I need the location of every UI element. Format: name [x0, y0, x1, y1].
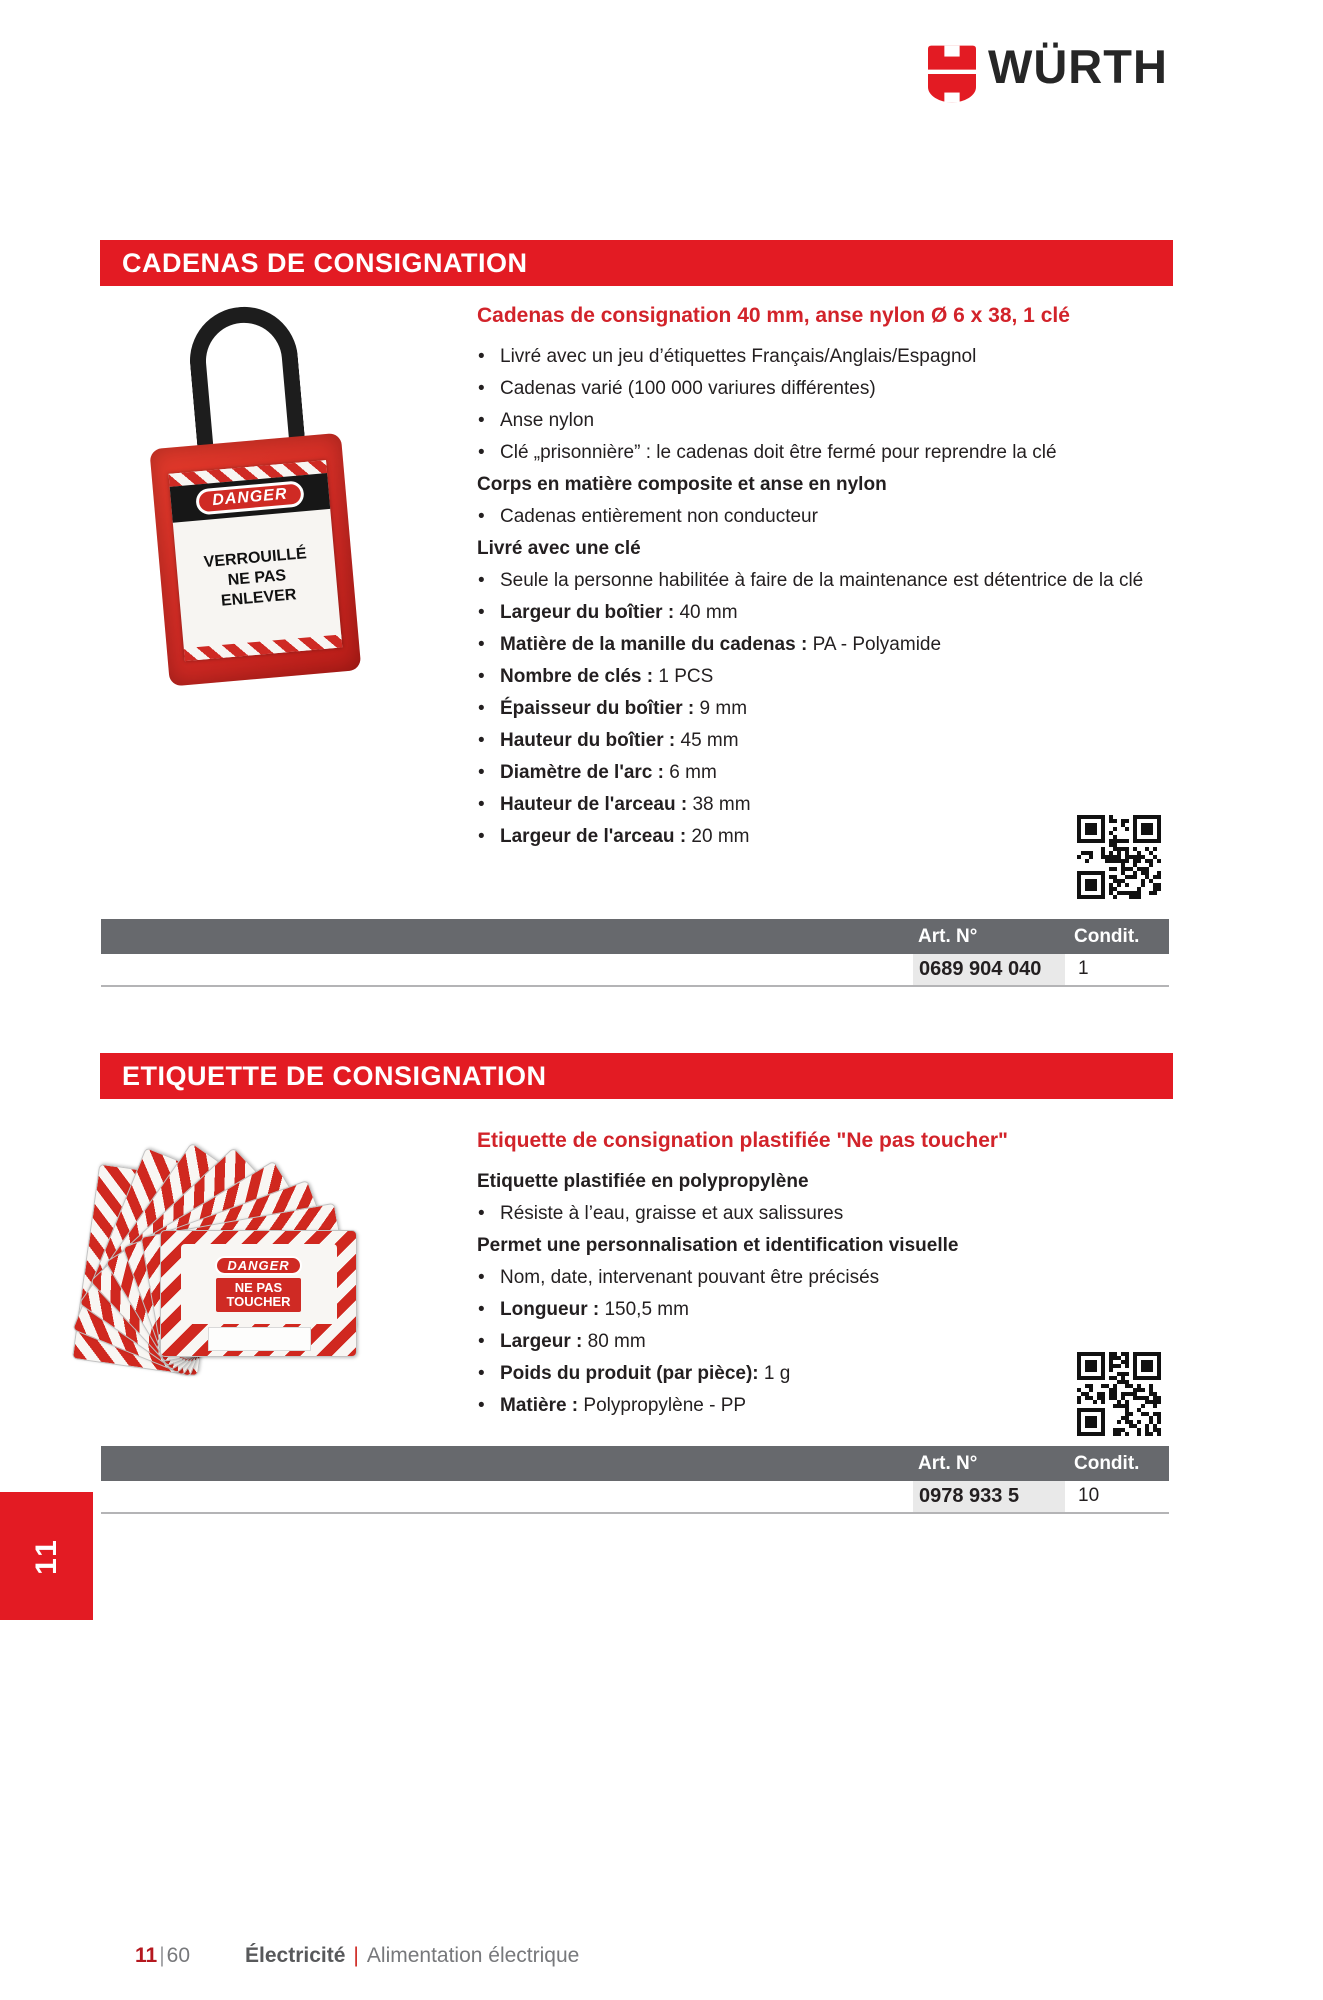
spec-label: Largeur de l'arceau :	[500, 826, 687, 847]
spec-heading	[470, 471, 1165, 498]
spec-list	[470, 1168, 1165, 1419]
spec-label: Matière de la manille du cadenas :	[500, 634, 808, 655]
spec-text: Corps en matière composite et anse en nylon	[477, 474, 887, 495]
spec-value: 80 mm	[587, 1331, 646, 1352]
spec-text: Clé „prisonnière” : le cadenas doit être fermé pour reprendre la clé	[500, 442, 1057, 463]
spec-list	[470, 343, 1165, 850]
label-line: VERROUILLÉ	[203, 545, 308, 572]
padlock-label	[169, 460, 343, 661]
spec-heading	[470, 535, 1165, 562]
table-header-row	[101, 1446, 1169, 1481]
spec-value: 1 PCS	[658, 666, 714, 687]
col-header-art-no: Art. N°	[918, 926, 978, 947]
product-description-cadenas	[470, 303, 1173, 855]
spec-heading	[470, 1168, 1165, 1195]
col-header-art-no: Art. N°	[918, 1453, 978, 1474]
spec-bullet	[470, 1264, 1165, 1291]
spec-bullet	[470, 599, 1165, 626]
spec-value: 1 g	[763, 1363, 791, 1384]
article-number: 0689 904 040	[913, 954, 1065, 985]
page-footer	[135, 1944, 579, 1968]
spec-bullet	[470, 407, 1165, 434]
spec-bullet	[470, 695, 1165, 722]
label-line: TOUCHER	[226, 1293, 291, 1309]
spec-text: Nom, date, intervenant pouvant être précisés	[500, 1267, 880, 1288]
spec-label: Longueur :	[500, 1299, 600, 1320]
padlock-label-text	[173, 509, 341, 648]
padlock-graphic	[123, 288, 397, 707]
section-header-cadenas: CADENAS DE CONSIGNATION	[100, 240, 1173, 286]
spec-value: 38 mm	[692, 794, 751, 815]
spec-bullet	[470, 1360, 1165, 1387]
spec-value: PA - Polyamide	[812, 634, 942, 655]
footer-category: Électricité	[245, 1944, 346, 1967]
spec-bullet	[470, 791, 1165, 818]
spec-text: Résiste à l’eau, graisse et aux salissures	[500, 1203, 844, 1224]
spec-bullet	[470, 727, 1165, 754]
spec-value: Polypropylène - PP	[583, 1395, 747, 1416]
spec-bullet	[470, 631, 1165, 658]
table-row	[101, 954, 1169, 987]
spec-text: Anse nylon	[500, 410, 595, 431]
spec-bullet	[470, 663, 1165, 690]
spec-text: Etiquette plastifiée en polypropylène	[477, 1171, 809, 1192]
spec-label: Diamètre de l'arc :	[500, 762, 664, 783]
tag-card-front	[160, 1230, 357, 1357]
footer-section: Alimentation électrique	[366, 1944, 580, 1967]
footer-page-total: 60	[166, 1944, 191, 1967]
spec-value: 45 mm	[680, 730, 739, 751]
spec-label: Largeur du boîtier :	[500, 602, 675, 623]
spec-text: Permet une personnalisation et identification visuelle	[477, 1235, 959, 1256]
tag-label	[181, 1244, 337, 1324]
spec-bullet	[470, 1296, 1165, 1323]
spec-value: 150,5 mm	[604, 1299, 689, 1320]
spec-text: Seule la personne habilitée à faire de la maintenance est détentrice de la clé	[500, 570, 1144, 591]
danger-badge: DANGER	[195, 480, 304, 515]
spec-text: Cadenas varié (100 000 variures différentes)	[500, 378, 876, 399]
spec-label: Nombre de clés :	[500, 666, 654, 687]
packaging-qty: 10	[1078, 1485, 1100, 1506]
spec-bullet	[470, 759, 1165, 786]
packaging-qty: 1	[1078, 958, 1089, 979]
footer-separator: |	[159, 1944, 165, 1967]
article-table	[101, 1446, 1169, 1514]
section-header-etiquette: ETIQUETTE DE CONSIGNATION	[100, 1053, 1173, 1099]
spec-bullet	[470, 503, 1165, 530]
spec-label: Hauteur de l'arceau :	[500, 794, 688, 815]
brand-logo	[928, 38, 1168, 104]
spec-value: 6 mm	[669, 762, 717, 783]
spec-heading	[470, 1232, 1165, 1259]
spec-label: Matière :	[500, 1395, 579, 1416]
product-photo-tags	[100, 1095, 440, 1395]
spec-bullet	[470, 1200, 1165, 1227]
spec-value: 9 mm	[699, 698, 748, 719]
wuerth-shield-icon	[928, 44, 976, 104]
spec-bullet	[470, 375, 1165, 402]
spec-label: Poids du produit (par pièce):	[500, 1363, 759, 1384]
product-title: Etiquette de consignation plastifiée "Ne pas toucher"	[477, 1129, 1008, 1152]
article-table	[101, 919, 1169, 987]
col-header-condit: Condit.	[1074, 1453, 1140, 1474]
label-line: ENLEVER	[220, 586, 298, 610]
spec-text: Livré avec un jeu d’étiquettes Français/Anglais/Espagnol	[500, 346, 977, 367]
spec-bullet	[470, 343, 1165, 370]
footer-page-number: 11	[135, 1944, 158, 1967]
label-line: NE PAS	[234, 1279, 283, 1295]
spec-label: Largeur :	[500, 1331, 583, 1352]
spec-bullet	[470, 823, 1165, 850]
spec-value: 40 mm	[679, 602, 738, 623]
col-header-condit: Condit.	[1074, 926, 1140, 947]
table-header-row	[101, 919, 1169, 954]
chapter-number: 11	[29, 1537, 63, 1575]
article-number: 0978 933 5	[913, 1481, 1065, 1512]
qr-code	[1077, 815, 1161, 899]
spec-bullet	[470, 439, 1165, 466]
spec-bullet	[470, 1328, 1165, 1355]
spec-bullet	[470, 1392, 1165, 1419]
label-line: NE PAS	[227, 567, 287, 590]
tag-write-area	[208, 1327, 311, 1352]
padlock-body	[149, 433, 361, 687]
table-row	[101, 1481, 1169, 1514]
footer-divider: |	[353, 1944, 359, 1967]
brand-name: WÜRTH	[988, 40, 1168, 93]
spec-value: 20 mm	[691, 826, 750, 847]
spec-label: Hauteur du boîtier :	[500, 730, 676, 751]
spec-text: Livré avec une clé	[477, 538, 641, 559]
chapter-tab	[0, 1492, 93, 1620]
qr-code	[1077, 1352, 1161, 1436]
spec-label: Épaisseur du boîtier :	[500, 698, 695, 719]
product-description-etiquette	[470, 1128, 1173, 1424]
spec-text: Cadenas entièrement non conducteur	[500, 506, 818, 527]
tag-warning-text	[216, 1278, 300, 1312]
product-title: Cadenas de consignation 40 mm, anse nylon Ø 6 x 38, 1 clé	[477, 304, 1070, 327]
product-photo-padlock	[140, 298, 380, 698]
spec-bullet	[470, 567, 1165, 594]
danger-badge: DANGER	[215, 1256, 301, 1275]
